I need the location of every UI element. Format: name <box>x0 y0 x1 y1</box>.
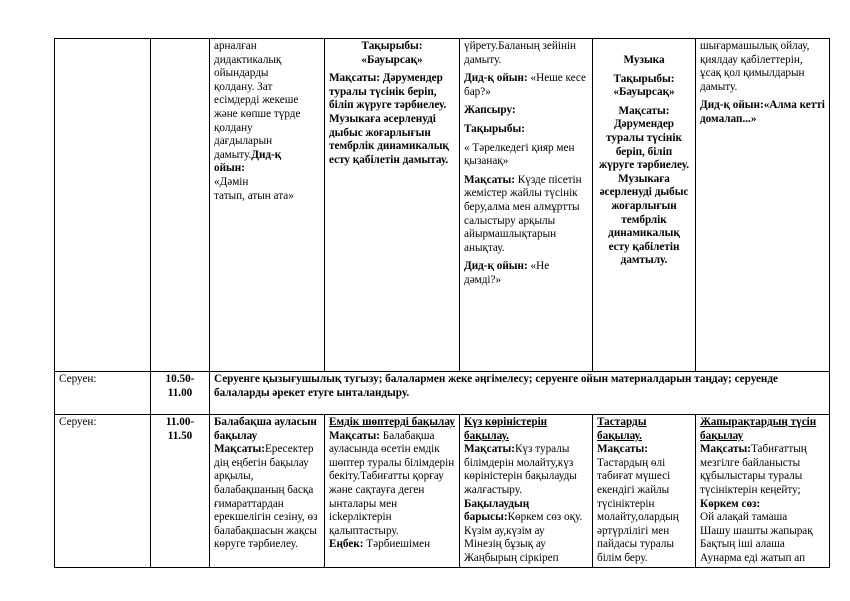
time-cell <box>151 39 210 372</box>
walk-description: Серуенге қызығушылық тугызу; балалармен жеке әңгімелесу; серуенге ойын материалдарын таңдау; серуенде балаларды әрекет етуге ынталандыру. <box>210 372 830 415</box>
activity-cell-3: үйрету.Баланың зейінін дамыту. Дид-қ ойын: «Неше кесе бар?» Жапсыру: Тақырыбы: « Тәрелкедегі қияр мен қызанақ» Мақсаты: Күзде пісетін жемістер жайлы түсінік беру,алма мен алмұртты салыстыру арқылы айырмашлықтарын анықтау. Дид-қ ойын: «Не дәмді?» <box>460 39 593 372</box>
activity-cell-4: Музыка Тақырыбы: «Бауырсақ» Мақсаты: Дәрумендер туралы түсінік беріп, біліп жүруге тәрбиелеу. Музыкаға әсерленуді дыбыс жоғарлығын тембрлік динамикалық есту қабілетін дамтылу. <box>593 39 696 372</box>
label-cell: Серуен: <box>55 415 151 568</box>
label-cell: Серуен: <box>55 372 151 415</box>
time-cell: 11.00-11.50 <box>151 415 210 568</box>
activity-cell-2 <box>325 39 460 372</box>
goal-text: Мақсаты: Дәрумендер туралы түсінік беріп, біліп жүруге тәрбиелеу. Музыкаға әсерленуді дыбыс жоғарлығын тембрлік динамикалық есту қабілетін дамытау. <box>329 72 449 166</box>
music-heading: Музыка <box>623 54 665 66</box>
topic-heading: Тақырыбы: <box>361 40 423 52</box>
time-cell: 10.50-11.00 <box>151 372 210 415</box>
table-row <box>55 372 830 415</box>
lesson-plan-table <box>54 38 830 568</box>
topic-name: «Бауырсақ» <box>361 53 423 66</box>
table-row <box>55 415 830 568</box>
activity-cell-1: Балабақша ауласын бақылау Мақсаты:Ересектер дің еңбегін бақылау арқылы, балабақшаның басқа ғимараттардан ерекшелігін сезіну, өз балабақшасын жақсы көруге тәрбиелеу. <box>210 415 325 568</box>
table-row <box>55 39 830 372</box>
activity-cell-5: шығармашылық ойлау, қиялдау қабілеттерін, ұсақ қол қимылдарын дамыту. Дид-қ ойын:«Алма кетті домалап...» <box>696 39 830 372</box>
activity-cell-3: Күз көріністерін бақылау. Мақсаты:Күз туралы білімдерін молайту,күз көріністерін бақылауды жалғастыру. Бақылаудың барысы:Көркем сөз оқу. Күзім ау,күзім ау Мінезің бұзық ау Жаңбырың сіркіреп <box>460 415 593 568</box>
activity-cell-2: Емдік шөптерді бақылау Мақсаты: Балабақша ауласында өсетін емдік шөптер туралы білімдерін бекіту.Табиғатты қорғау және сақтауға деген ынталары мен ісkерліктерін қалыптастыру. Еңбек: Тәрбиешімен <box>325 415 460 568</box>
label-cell <box>55 39 151 372</box>
activity-cell-4: Тастарды бақылау. Мақсаты: Тастардың өлі табиғат мүшесі екендігі жайлы түсініктерін молайту,олардың әртүрлілігі мен пайдасы туралы білім беру. <box>593 415 696 568</box>
activity-cell-5: Жапырақтардың түсін бақылау Мақсаты:Табиғаттың мезгілге байланысты құбылыстары туралы түсініктерін кеңейту; Көркем сөз: Ой алақай тамаша Шашу шашты жапырақ Бақтың іші алаша Аунарма еді жатып ап <box>696 415 830 568</box>
activity-cell-1: арналған дидактикалық ойындарды қолдану. Зат есімдерді жекеше және көпше түрде қолдану дағдыларын дамыту.Дид-қ ойын: «Дәмін татып, атын ата» <box>210 39 325 372</box>
